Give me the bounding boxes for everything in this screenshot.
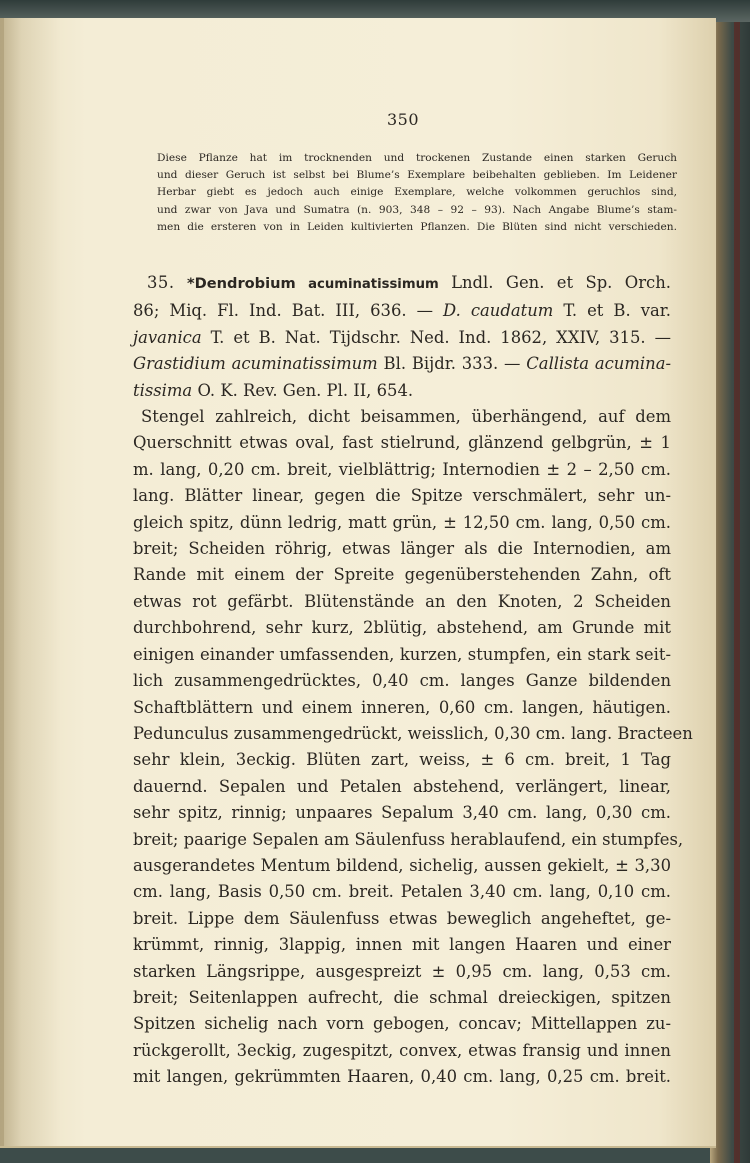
entry-genus: Dendrobium (194, 275, 296, 292)
description-line: Spitzen sichelig nach vorn gebogen, concav; Mittellappen zu- (133, 1014, 671, 1034)
entry-synonym-line (133, 325, 671, 351)
description-line: dauernd. Sepalen und Petalen abstehend, verlängert, linear, (133, 776, 671, 796)
description-line: lang. Blätter linear, gegen die Spitze verschmälert, sehr un- (133, 486, 671, 506)
entry-species: acuminatissimum (308, 277, 439, 292)
entry-synonym: Callista acumina- (526, 354, 672, 374)
entry-synonym-line (133, 378, 671, 404)
description-line: breit. Lippe dem Säulenfuss etwas beweglich angeheftet, ge- (133, 908, 671, 928)
entry-number: 35. (147, 273, 175, 292)
entry-citation: T. et B. var. (563, 301, 671, 321)
description-line: sehr klein, 3eckig. Blüten zart, weiss, ± 6 cm. breit, 1 Tag (133, 750, 671, 770)
entry-synonym-line (133, 351, 671, 377)
description-line: Stengel zahlreich, dicht beisammen, überhängend, auf dem (141, 407, 671, 427)
footnote-line: und zwar von Java und Sumatra (n. 903, 348 – 92 – 93). Nach Angabe Blume’s stam- (157, 203, 677, 216)
description-line: gleich spitz, dünn ledrig, matt grün, ± 12,50 cm. lang, 0,50 cm. (133, 512, 671, 532)
description-line: m. lang, 0,20 cm. breit, vielblättrig; Internodien ± 2 – 2,50 cm. (133, 459, 671, 479)
description-line: rückgerollt, 3eckig, zugespitzt, convex, etwas fransig und innen (133, 1040, 671, 1060)
description-line: starken Längsrippe, ausgespreizt ± 0,95 cm. lang, 0,53 cm. (133, 961, 671, 981)
entry-citation: Bl. Bijdr. 333. — (383, 354, 521, 374)
description-line: Schaftblättern und einem inneren, 0,60 cm. langen, häutigen. (133, 697, 671, 717)
entry-synonym: Grastidium acuminatissimum (133, 354, 378, 374)
entry-citation: 86; Miq. Fl. Ind. Bat. III, 636. — (133, 301, 434, 321)
description-line: Querschnitt etwas oval, fast stielrund, glänzend gelbgrün, ± 1 (133, 433, 671, 453)
entry-synonym: D. caudatum (443, 301, 554, 321)
description-line: lich zusammengedrücktes, 0,40 cm. langes Ganze bildenden (133, 671, 671, 691)
description-line: breit; Scheiden röhrig, etwas länger als die Internodien, am (133, 539, 671, 559)
footnote-line: Diese Pflanze hat im trocknenden und trockenen Zustande einen starken Geruch (157, 152, 677, 164)
page-gutter-shadow (0, 18, 60, 1146)
description-line: Rande mit einem der Spreite gegenüberstehenden Zahn, oft (133, 565, 671, 585)
description-line: breit; Seitenlappen aufrecht, die schmal dreieckigen, spitzen (133, 987, 671, 1007)
description-line: ausgerandetes Mentum bildend, sichelig, aussen gekielt, ± 3,30 (133, 855, 671, 875)
footnote-line: und dieser Geruch ist selbst bei Blume’s Exemplare beibehalten geblieben. Im Leidener (157, 169, 677, 182)
entry-citation: Lndl. Gen. et Sp. Orch. (451, 273, 671, 292)
description-line: krümmt, rinnig, 3lappig, innen mit langen Haaren und einer (133, 935, 671, 955)
page-number: 350 (386, 110, 420, 129)
footnote (157, 150, 677, 236)
description-line: breit; paarige Sepalen am Säulenfuss herablaufend, ein stumpfes, (133, 829, 684, 849)
description-line: cm. lang, Basis 0,50 cm. breit. Petalen 3,40 cm. lang, 0,10 cm. (133, 882, 671, 902)
book-binding (710, 22, 750, 1163)
description-line: etwas rot gefärbt. Blütenstände an den Knoten, 2 Scheiden (133, 591, 671, 611)
entry-heading-line (133, 270, 671, 298)
binding-edge (734, 22, 740, 1163)
entry-star: * (186, 275, 195, 292)
entry-synonym: javanica (133, 327, 202, 347)
footnote-line: men die ersteren von in Leiden kultivierten Pflanzen. Die Blüten sind nicht verschieden. (157, 220, 677, 233)
species-entry (133, 270, 693, 1091)
description-line: Pedunculus zusammengedrückt, weisslich, 0,30 cm. lang. Bracteen (133, 723, 693, 743)
description-line: mit langen, gekrümmten Haaren, 0,40 cm. lang, 0,25 cm. breit. (133, 1067, 671, 1087)
book-page (0, 18, 716, 1148)
entry-synonym-line (133, 298, 671, 324)
footnote-line: Herbar giebt es jedoch auch einige Exemplare, welche volkommen geruchlos sind, (157, 186, 677, 199)
entry-citation: O. K. Rev. Gen. Pl. II, 654. (197, 380, 414, 400)
entry-synonym: tissima (133, 380, 193, 400)
entry-citation: T. et B. Nat. Tijdschr. Ned. Ind. 1862, XXIV, 315. — (210, 327, 671, 347)
description-line: sehr spitz, rinnig; unpaares Sepalum 3,40 cm. lang, 0,30 cm. (133, 803, 671, 823)
description-line: einigen einander umfassenden, kurzen, stumpfen, ein stark seit- (133, 644, 671, 664)
description-line: durchbohrend, sehr kurz, 2blütig, abstehend, am Grunde mit (133, 618, 671, 638)
